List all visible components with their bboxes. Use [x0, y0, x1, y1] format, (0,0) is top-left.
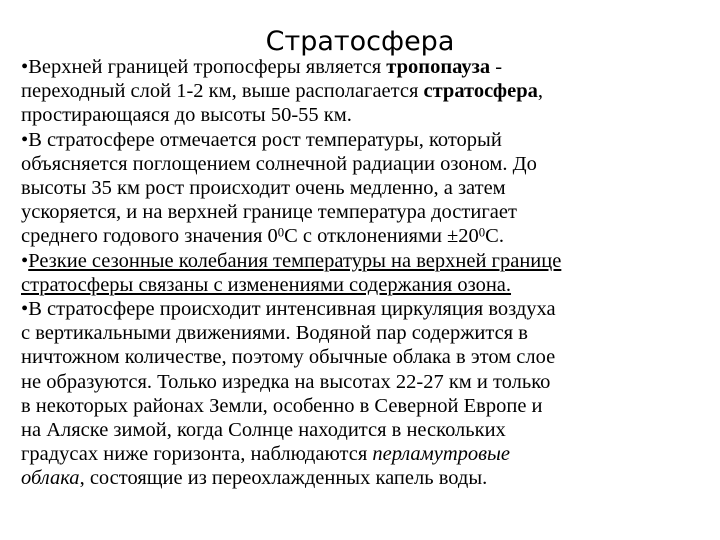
- p2-line-5: [21, 224, 696, 248]
- p3-line-1-text: Резкие сезонные колебания температуры на верхней границе: [28, 249, 562, 272]
- p1-line-1-text: Верхней границей тропосферы является: [28, 56, 387, 78]
- p1-line-1: [21, 55, 696, 79]
- p4-line-7-text: градусах ниже горизонта, наблюдаются: [21, 443, 373, 466]
- slide-body: [21, 55, 696, 491]
- p1-line-2: [21, 79, 696, 103]
- p4-line-5: в некоторых районах Земли, особенно в Северной Европе и: [21, 394, 543, 417]
- p2-line-5-text-a: среднего годового значения 0: [21, 225, 278, 248]
- degree-superscript: 0: [277, 225, 285, 240]
- p4-line-8-text: , состоящие из переохлажденных капель воды.: [79, 467, 488, 490]
- p4-line-3: ничтожном количестве, поэтому обычные облака в этом слое: [21, 346, 556, 369]
- p1-line-2-tail: ,: [537, 80, 543, 103]
- p3-line-2-text: стратосферы связаны с изменениями содержания озона.: [21, 273, 512, 296]
- term-nacreous: перламутровые: [372, 443, 510, 466]
- p3-line-1: [21, 249, 696, 273]
- p4-line-2: с вертикальными движениями. Водяной пар содержится в: [21, 322, 528, 345]
- bullet-marker: •: [21, 128, 29, 151]
- p2-line-5-text-b: С с отклонениями ±20: [284, 225, 479, 248]
- degree-superscript: 0: [478, 225, 486, 240]
- p2-line-5-text-c: С.: [485, 225, 504, 248]
- slide-title: Стратосфера: [265, 26, 455, 57]
- p4-line-8: [21, 466, 696, 490]
- term-clouds: облака: [21, 467, 80, 490]
- p1-line-1-tail: -: [490, 56, 503, 78]
- p1-line-3: простирающаяся до высоты 50-55 км.: [21, 104, 352, 127]
- bullet-marker: •: [21, 298, 29, 321]
- bullet-marker: •: [21, 249, 29, 272]
- bullet-marker: •: [21, 56, 29, 78]
- p2-line-2: объясняется поглощением солнечной радиации озоном. До: [21, 152, 537, 175]
- p4-line-1: [21, 297, 696, 321]
- p3-line-2: [21, 273, 696, 297]
- term-stratosphere: стратосфера: [423, 80, 538, 103]
- p4-line-1-text: В стратосфере происходит интенсивная циркуляция воздуха: [28, 298, 556, 321]
- p2-line-3: высоты 35 км рост происходит очень медленно, а затем: [21, 177, 506, 200]
- p2-line-1-text: В стратосфере отмечается рост температуры, который: [28, 128, 502, 151]
- term-tropopause: тропопауза: [386, 56, 491, 78]
- p4-line-4: не образуются. Только изредка на высотах 22-27 км и только: [21, 370, 551, 393]
- p4-line-6: на Аляске зимой, когда Солнце находится в нескольких: [21, 419, 506, 442]
- p2-line-1: [21, 128, 696, 152]
- p1-line-2-text: переходный слой 1-2 км, выше располагается: [21, 80, 424, 103]
- p4-line-7: [21, 442, 696, 466]
- p2-line-4: ускоряется, и на верхней границе температура достигает: [21, 201, 517, 224]
